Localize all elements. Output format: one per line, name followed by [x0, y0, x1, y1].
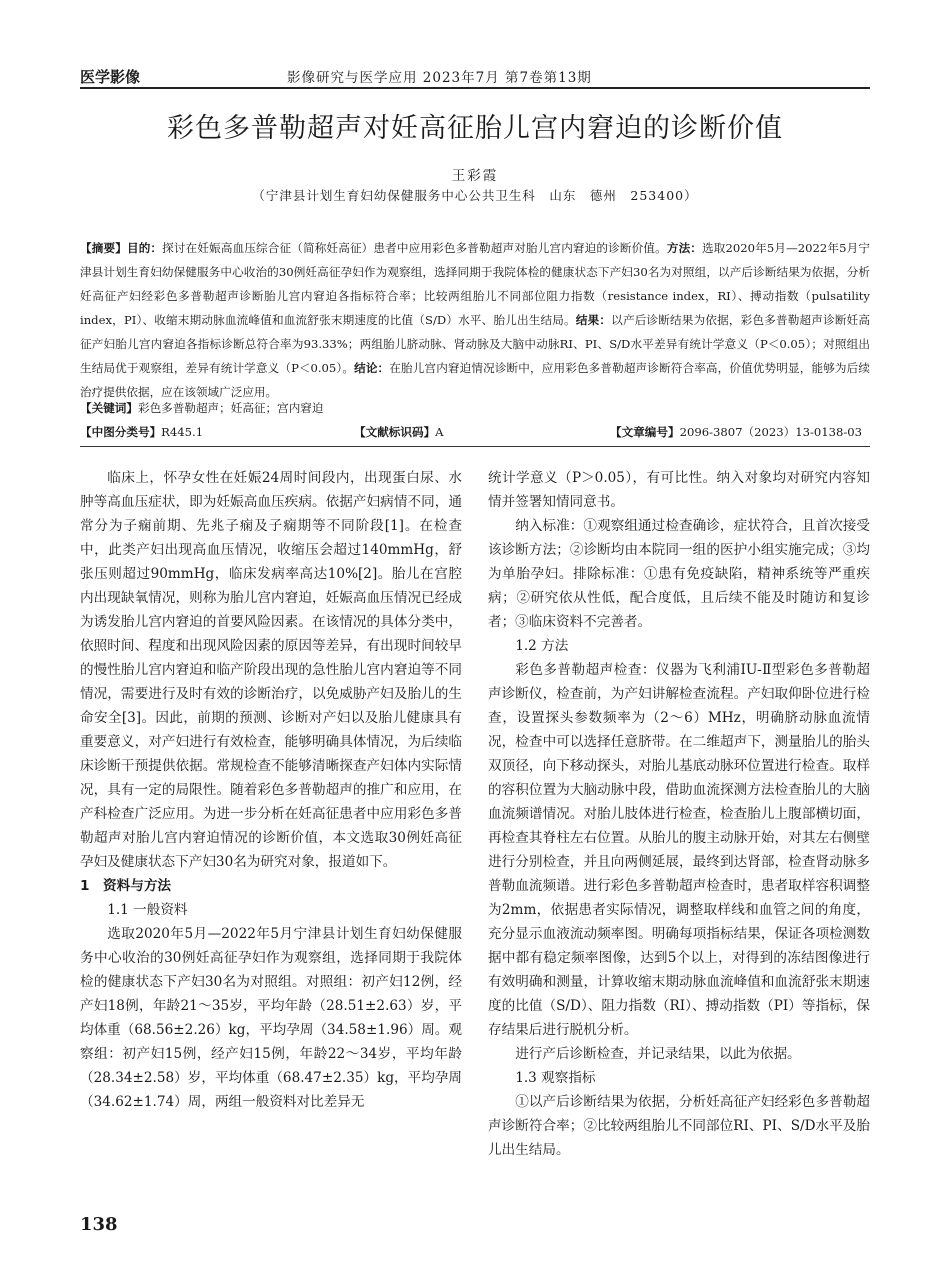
results-label: 结果： — [575, 313, 612, 327]
abstract-conclusion: 在胎儿宫内窘迫情况诊断中，应用彩色多普勒超声诊断符合率高，价值优势明显，能够为后续治疗提供依据，应在该领域广泛应用。 — [80, 361, 870, 399]
abstract-objective: 探讨在妊娠高血压综合征（简称妊高征）患者中应用彩色多普勒超声对胎儿宫内窘迫的诊断价值。 — [162, 241, 667, 255]
author: 王彩霞 — [451, 168, 499, 184]
keywords-label: 【关键词】 — [80, 401, 138, 415]
indicators-paragraph: ①以产后诊断结果为依据，分析妊高征产妇经彩色多普勒超声诊断符合率；②比较两组胎儿不同部位RI、PI、S/D水平及胎儿出生结局。 — [488, 1094, 870, 1158]
objective-label: 目的： — [126, 241, 163, 255]
header-rule — [80, 87, 870, 89]
postpartum-paragraph: 进行产后诊断检查，并记录结果，以此为依据。 — [515, 1046, 801, 1062]
keywords-text: 彩色多普勒超声；妊高征；宫内窘迫 — [137, 401, 324, 415]
subsection-heading-1-3: 1.3 观察指标 — [515, 1070, 596, 1086]
method-paragraph: 彩色多普勒超声检查：仪器为飞利浦IU-Ⅱ型彩色多普勒超声诊断仪，检查前，为产妇讲解检查流程。产妇取仰卧位进行检查，设置探头参数频率为（2～6）MHz，明确脐动脉血流情况，检查中可以选择任意脐带。在二维超声下，测量胎儿的胎头双顶径，向下移动探头，对胎儿基底动脉环位置进行检查。取样的容积位置为大脑动脉中段，借助血流探测方法检查胎儿的大脑血流频谱情况。对胎儿肢体进行检查，检查胎儿上腹部横切面，再检查其脊柱左右位置。从胎儿的腹主动脉开始，对其左右侧壁进行分别检查，并且向两侧延展，最终到达肾部，检查肾动脉多普勒血流频谱。进行彩色多普勒超声检查时，患者取样容积调整为2mm，依据患者实际情况，调整取样线和血管之间的角度，充分显示血液流动频率图。明确每项指标结果，保证各项检测数据中都有稳定频率图像，达到5个以上，对得到的冻结图像进行有效明确和测量，计算收缩末期动脉血流峰值和血流舒张末期速度的比值（S/D）、阻力指数（RI）、搏动指数（PI）等指标，保存结果后进行脱机分析。 — [488, 662, 870, 1038]
document-code: 【文献标识码】A — [354, 425, 444, 439]
abstract-methods: 选取2020年5月—2022年5月宁津县计划生育妇幼保健服务中心收治的30例妊高征孕妇作为观察组，选择同期于我院体检的健康状态下产妇30名为对照组，以产后诊断结果为依据，分析妊高征产妇经彩色多普勒超声诊断胎儿宫内窘迫各指标符合率；比较两组胎儿不同部位阻力指数（resistance index，RI）、搏动指数（pulsatility index，PI）、收缩末期动脉血流峰值和血流舒张末期速度的比值（S/D）水平、胎儿出生结局。 — [80, 241, 870, 327]
right-column — [488, 466, 870, 1162]
methods-label: 方法： — [666, 241, 703, 255]
abstract-rule — [80, 446, 870, 447]
keywords — [80, 400, 324, 416]
page-number: 138 — [80, 1214, 118, 1235]
criteria-paragraph: 纳入标准：①观察组通过检查确诊，症状符合，且首次接受该诊断方法；②诊断均由本院同一组的医护小组实施完成；③均为单胎孕妇。排除标准：①患有免疫缺陷，精神系统等严重疾病；②研究依从性低，配合度低，且后续不能及时随访和复诊者；③临床资料不完善者。 — [488, 518, 870, 630]
article-title: 彩色多普勒超声对妊高征胎儿宫内窘迫的诊断价值 — [167, 113, 783, 144]
affiliation: （宁津县计划生育妇幼保健服务中心公共卫生科 山东 德州 253400） — [252, 188, 698, 203]
general-data-paragraph: 选取2020年5月—2022年5月宁津县计划生育妇幼保健服务中心收治的30例妊高征孕妇作为观察组，选择同期于我院体检的健康状态下产妇30名为对照组。对照组：初产妇12例，经产妇18例，年龄21～35岁，平均年龄（28.51±2.63）岁，平均体重（68.56±2.26）kg，平均孕周（34.58±1.96）周。观察组：初产妇15例，经产妇15例，年龄22～34岁，平均年龄（28.34±2.58）岁，平均体重（68.47±2.35）kg，平均孕周（34.62±1.74）周，两组一般资料对比差异无 — [80, 926, 462, 1110]
left-column — [80, 466, 462, 1114]
article-id: 【文章编号】2096-3807（2023）13-0138-03 — [610, 425, 863, 439]
clc-number: 【中图分类号】R445.1 — [80, 425, 204, 439]
subsection-heading-1-2: 1.2 方法 — [515, 638, 569, 654]
abstract-results: 以产后诊断结果为依据，彩色多普勒超声诊断妊高征产妇胎儿宫内窘迫各指标诊断总符合率为93.33%；两组胎儿脐动脉、肾动脉及大脑中动脉RI、PI、S/D水平差异有统计学意义（P＜0.05）；对照组出生结局优于观察组，差异有统计学意义（P＜0.05）。 — [80, 313, 870, 375]
section-label: 医学影像 — [80, 68, 141, 86]
continued-paragraph: 统计学意义（P＞0.05），有可比性。纳入对象均对研究内容知情并签署知情同意书。 — [488, 470, 870, 510]
subsection-heading-1-1: 1.1 一般资料 — [107, 902, 188, 918]
intro-paragraph: 临床上，怀孕女性在妊娠24周时间段内，出现蛋白尿、水肿等高血压症状，即为妊娠高血压疾病。依据产妇病情不同，通常分为子痫前期、先兆子痫及子痫期等不同阶段[1]。在检查中，此类产妇出现高血压情况，收缩压会超过140mmHg，舒张压则超过90mmHg，临床发病率高达10%[2]。胎儿在宫腔内出现缺氧情况，则称为胎儿宫内窘迫，妊娠高血压情况已经成为诱发胎儿宫内窘迫的首要风险因素。在该情况的具体分类中，依照时间、程度和出现风险因素的原因等差异，有出现时间较早的慢性胎儿宫内窘迫和临产阶段出现的急性胎儿宫内窘迫等不同情况，需要进行及时有效的诊断治疗，以免威胁产妇及胎儿的生命安全[3]。因此，前期的预测、诊断对产妇以及胎儿健康具有重要意义，对产妇进行有效检查，能够明确具体情况，为后续临床诊断干预提供依据。常规检查不能够清晰探查产妇体内实际情况，具有一定的局限性。随着彩色多普勒超声的推广和应用，在产科检查广泛应用。为进一步分析在妊高征患者中应用彩色多普勒超声对胎儿宫内窘迫情况的诊断价值，本文选取30例妊高征孕妇及健康状态下产妇30名为研究对象，报道如下。 — [80, 470, 462, 870]
abstract — [80, 236, 870, 404]
section-heading-1: 1 资料与方法 — [80, 878, 172, 894]
abstract-label: 【摘要】 — [80, 241, 127, 255]
conclusion-label: 结论： — [354, 361, 390, 375]
journal-info: 影像研究与医学应用 2023年7月 第7卷第13期 — [287, 70, 592, 86]
